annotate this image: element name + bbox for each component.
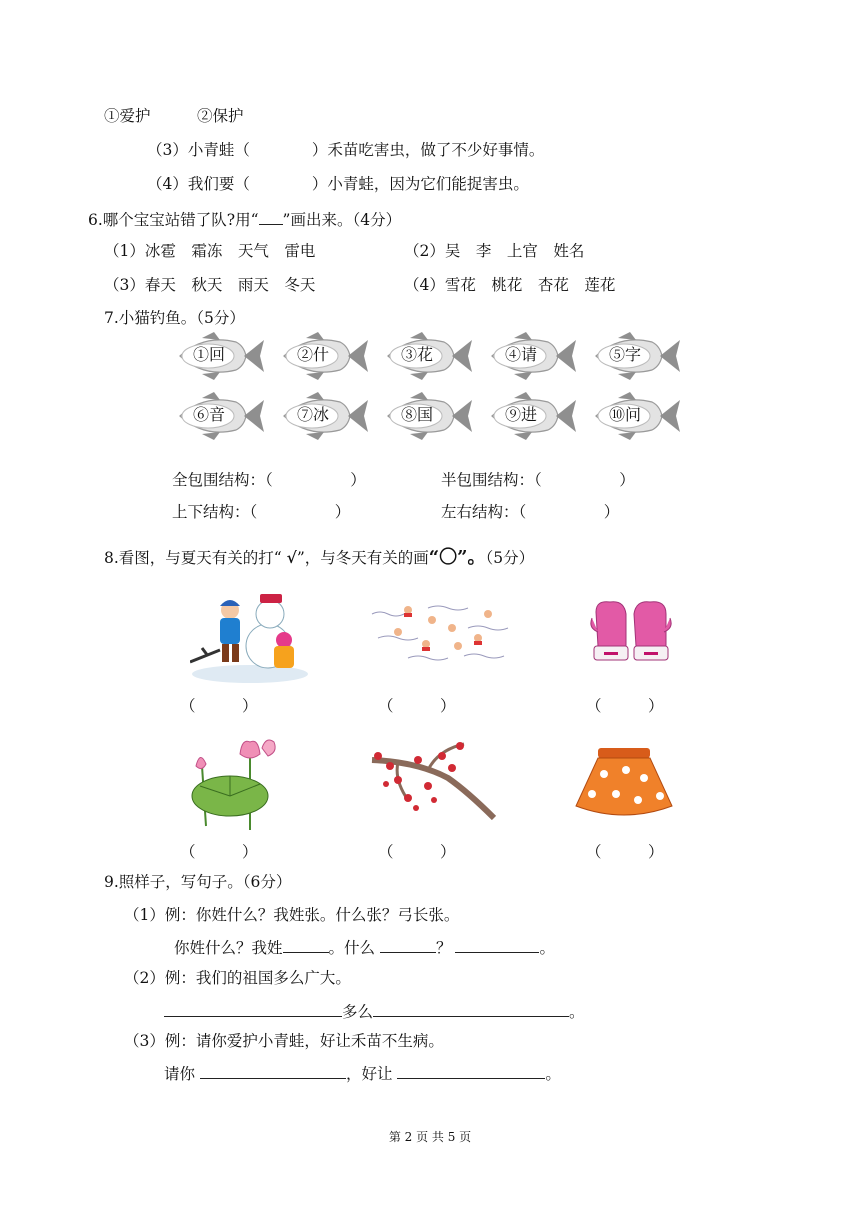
fish-label: ③花	[400, 345, 433, 364]
snowman-kids-image	[190, 588, 310, 684]
q9-fill-1: 你姓什么？我姓 。什么 ？ 。	[174, 936, 555, 958]
circle-mark-icon: “〇”。	[428, 547, 486, 568]
fish-label: ⑩问	[608, 405, 641, 424]
fish-card	[590, 332, 682, 380]
fish-label: ⑥音	[192, 405, 225, 424]
blank-3a[interactable]	[200, 1062, 346, 1079]
blank-1c[interactable]	[455, 936, 539, 953]
q8-title: 8.看图，与夏天有关的打“ √”，与冬天有关的画“〇”。（5分）	[104, 547, 535, 568]
q7-left-right: 左右结构：（ ）	[441, 503, 620, 521]
fish-card	[486, 392, 578, 440]
q6-row-3: （3）春天 秋天 雨天 冬天	[104, 276, 316, 294]
pink-mittens-image	[590, 598, 674, 664]
q9-example-1: （1）例：你姓什么？我姓张。什么张？弓长张。	[124, 906, 460, 924]
fish-label: ①回	[192, 345, 225, 364]
fish-card	[486, 332, 578, 380]
q6-underline-sample	[259, 208, 283, 225]
fish-card	[590, 392, 682, 440]
q5-options: ①爱护 ②保护	[104, 107, 244, 125]
fish-label: ⑦冰	[296, 405, 329, 424]
q6-row-2: （2）吴 李 上官 姓名	[404, 242, 585, 260]
q6-title: 6.哪个宝宝站错了队?用“ ”画出来。（4分）	[88, 208, 401, 230]
check-mark-icon: √	[286, 548, 297, 567]
q6-row-1: （1）冰雹 霜冻 天气 雷电	[104, 242, 316, 260]
q7-half-enclosure: 半包围结构：（ ）	[441, 471, 635, 489]
q5-sentence-3: （3）小青蛙（ ）禾苗吃害虫，做了不少好事情。	[147, 141, 545, 159]
fish-card	[382, 392, 474, 440]
q7-title: 7.小猫钓鱼。（5分）	[104, 309, 245, 327]
fish-card	[174, 392, 266, 440]
q7-top-bottom: 上下结构：（ ）	[172, 503, 351, 521]
fish-label: ⑨进	[504, 405, 537, 424]
q5-sentence-4: （4）我们要（ ）小青蛙，因为它们能捉害虫。	[147, 175, 529, 193]
answer-paren[interactable]: （ ）	[180, 697, 258, 715]
q6-row-4: （4）雪花 桃花 杏花 莲花	[404, 276, 616, 294]
answer-paren[interactable]: （ ）	[586, 697, 664, 715]
plum-blossom-image	[368, 740, 498, 820]
blank-3b[interactable]	[397, 1062, 545, 1079]
q9-fill-2: 多么 。	[164, 1000, 585, 1022]
blank-2a[interactable]	[164, 1000, 342, 1017]
fish-label: ⑤字	[608, 345, 641, 364]
answer-paren[interactable]: （ ）	[378, 843, 456, 861]
fish-card	[174, 332, 266, 380]
fish-card	[278, 392, 370, 440]
q7-full-enclosure: 全包围结构：（ ）	[172, 471, 366, 489]
fish-card	[382, 332, 474, 380]
lotus-flower-image	[190, 736, 290, 832]
q9-example-2: （2）例：我们的祖国多么广大。	[124, 969, 351, 987]
fish-card	[278, 332, 370, 380]
answer-paren[interactable]: （ ）	[180, 843, 258, 861]
blank-2b[interactable]	[373, 1000, 569, 1017]
fish-label: ②什	[296, 345, 329, 364]
page-footer: 第 2 页 共 5 页	[388, 1130, 472, 1144]
blank-1a[interactable]	[283, 936, 329, 953]
q9-title: 9.照样子，写句子。（6分）	[104, 873, 292, 891]
answer-paren[interactable]: （ ）	[586, 843, 664, 861]
q9-example-3: （3）例：请你爱护小青蛙，好让禾苗不生病。	[124, 1032, 444, 1050]
q9-fill-3: 请你 ，好让 。	[164, 1062, 561, 1084]
fish-label: ④请	[504, 345, 537, 364]
blank-1b[interactable]	[380, 936, 436, 953]
fish-label: ⑧国	[400, 405, 433, 424]
swimming-kids-image	[368, 598, 512, 670]
answer-paren[interactable]: （ ）	[378, 697, 456, 715]
orange-skirt-image	[574, 744, 674, 820]
